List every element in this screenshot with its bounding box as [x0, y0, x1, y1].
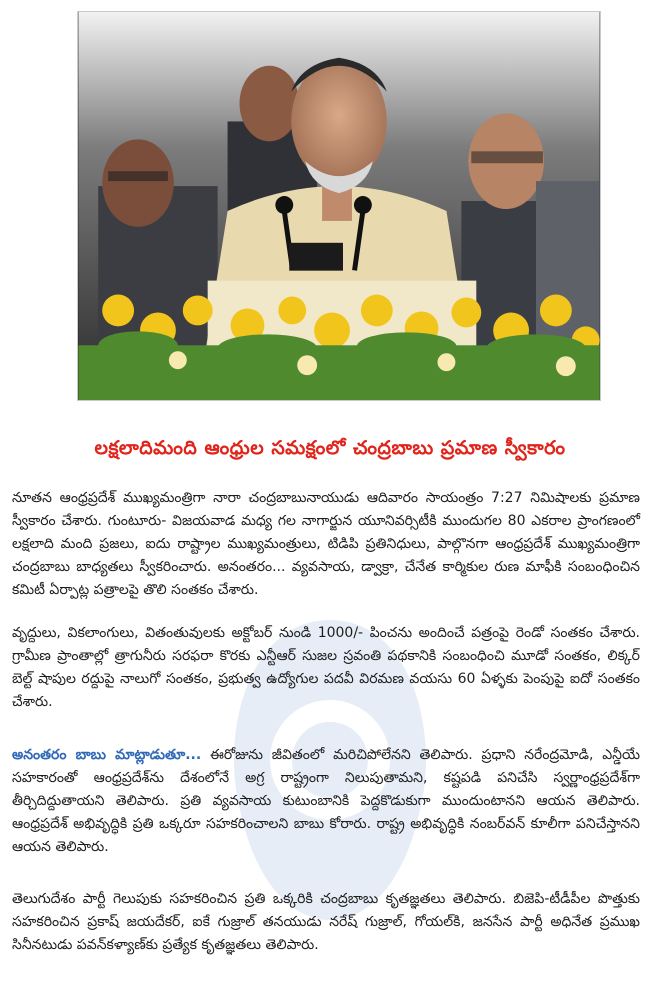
article-paragraph-3	[12, 744, 640, 859]
article-paragraph-4	[12, 888, 640, 957]
paragraph-text: వృద్దులు, వికలాంగులు, వితంతువులకు అక్టోబర్ నుండి 1000/- పించను అందించే పత్రంపై రెండో సంతకం చేశారు. గ్రామీణ ప్రాంతాల్లో త్రాగునీరు సరఫరా కొరకు ఎన్టీఆర్ సుజల స్రవంతి పథకానికి సంబంధించి మూడో సంతకం, లిక్కర్ బెల్ట్ షాపుల రద్దుపై నాలుగో సంతకం, ప్రభుత్వ ఉద్యోగుల పదవీ విరమణ వయసు 60 ఏళ్ళకు పెంపుపై ఐదో సంతకం చేశారు.	[12, 625, 640, 710]
speaker-at-podium-photo	[78, 12, 600, 400]
paragraph-text: నూతన ఆంధ్రప్రదేశ్ ముఖ్యమంత్రిగా నారా చంద్రబాబునాయుడు ఆదివారం సాయంత్రం 7:27 నిమిషాలకు ప్రమాణ స్వీకారం చేశారు. గుంటూరు- విజయవాడ మధ్య గల నాగార్జున యూనివర్సిటీకి ముందుగల 80 ఎకరాల ప్రాంగణంలో లక్షలాది మంది ప్రజలు, ఐదు రాష్ట్రాల ముఖ్యమంత్రులు, టిడిపి ప్రతినిధులు, పాల్గొనగా ఆంధ్రప్రదేశ్ ముఖ్యమంత్రిగా చంద్రబాబు బాధ్యతలు స్వీకరించారు. అనంతరం... వ్యవసాయ, డ్వాక్రా, చేనేత కార్మికుల రుణ మాఫీకి సంబంధించిన కమిటీ ఏర్పాట్ల పత్రాలపై తొలి సంతకం చేశారు.	[12, 490, 640, 598]
article-paragraph-1	[12, 487, 640, 602]
article-photo	[77, 11, 601, 401]
paragraph-lead: అనంతరం బాబు మాట్లాడుతూ...	[12, 747, 202, 763]
article-paragraph-2	[12, 622, 640, 714]
paragraph-text: ఈరోజును జీవితంలో మరిచిపోలేనని తెలిపారు. ప్రధాని నరేంద్రమోడి, ఎన్డీయే సహకారంతో ఆంధ్రప్రదేశ్‌ను దేశంలోనే అగ్ర రాష్ట్రంగా నిలుపుతామని, కష్టపడి పనిచేసి స్వర్ణాంధ్రప్రదేశ్‌గా తీర్చిదిద్దుతాయని తెలిపారు. ప్రతి వ్యవసాయ కుటుంబానికి పెద్దకొడుకుగా ముందుంటానని ఆయన తెలిపారు. ఆంధ్రప్రదేశ్ అభివృద్ధికి ప్రతి ఒక్కరూ సహకరించాలని బాబు కోరారు. రాష్ట్ర అభివృద్ధికి నంబర్‌వన్ కూలీగా పనిచేస్తానని ఆయన తెలిపారు.	[12, 747, 640, 855]
paragraph-text: తెలుగుదేశం పార్టీ గెలుపుకు సహకరించిన ప్రతి ఒక్కరికి చంద్రబాబు కృతజ్ఞతలు తెలిపారు. బిజెపి-టీడీపీల పొత్తుకు సహకరించిన ప్రకాష్ జయదేకర్, ఐకే గుజ్రాల్ తనయుడు నరేష్ గుజ్రాల్, గోయల్‌కి, జనసేన పార్టీ అధినేత ప్రముఖ సినీనటుడు పవన్‌కళ్యాణ్‌కు ప్రత్యేక కృతజ్ఞతలు తెలిపారు.	[12, 891, 640, 953]
article-headline: లక్షలాదిమంది ఆంధ్రుల సమక్షంలో చంద్రబాబు ప్రమాణ స్వీకారం	[94, 437, 566, 459]
